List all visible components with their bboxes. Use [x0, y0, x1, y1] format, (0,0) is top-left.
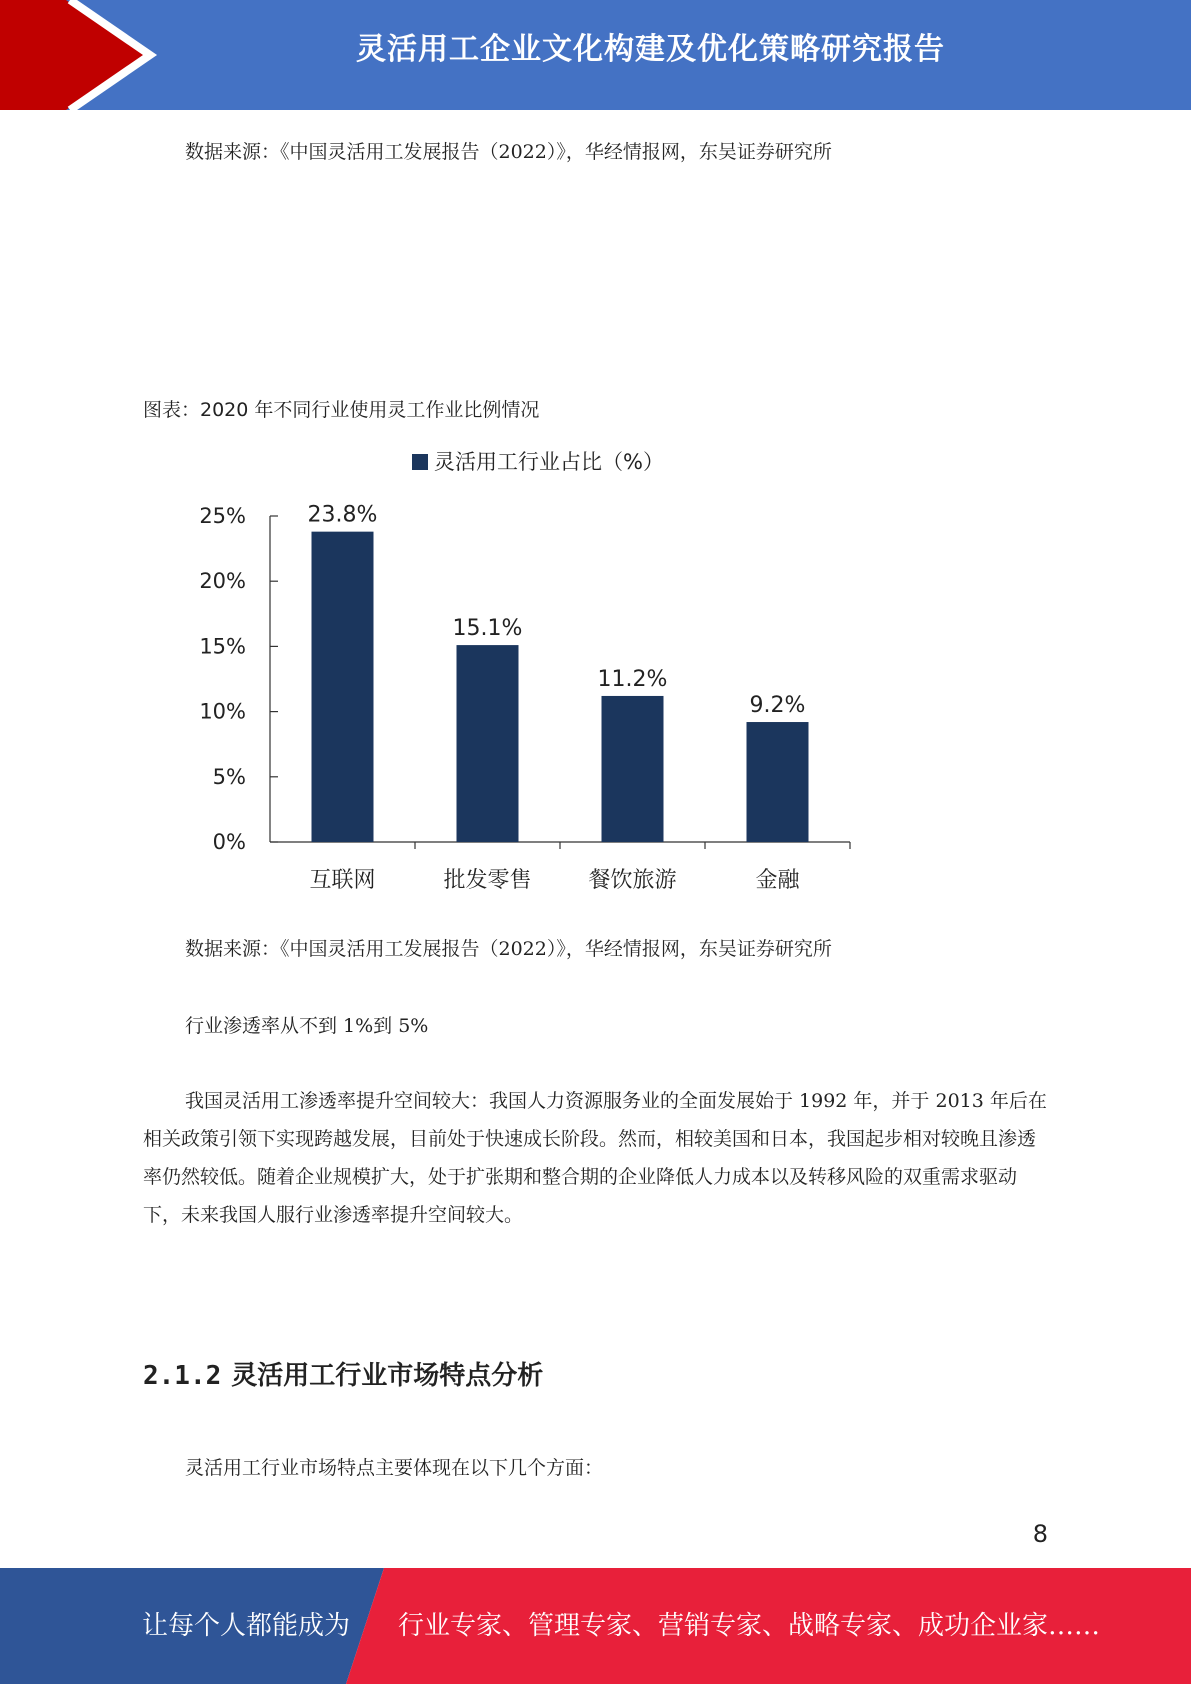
category-label: 金融 — [755, 868, 800, 893]
y-tick-label: 10% — [199, 699, 246, 724]
legend-label: 灵活用工行业占比（%） — [434, 450, 664, 474]
data-label: 9.2% — [749, 693, 806, 719]
report-header — [0, 0, 1191, 110]
main-paragraph: 我国灵活用工渗透率提升空间较大：我国人力资源服务业的全面发展始于 1992 年，并于 2013 年后在相关政策引领下实现跨越发展，目前处于快速成长阶段。然而，相较美国和日本，我国起步相对较晚且渗透率仍然较低。随着企业规模扩大，处于扩张期和整合期的企业降低人力成本以及转移风险的双重需求驱动下，未来我国人服行业渗透率提升空间较大。 — [143, 1090, 1047, 1226]
bar — [602, 696, 664, 842]
y-tick-label: 0% — [212, 830, 246, 854]
bar — [312, 532, 374, 842]
data-label: 11.2% — [597, 666, 668, 692]
figure-caption: 图表：2020 年不同行业使用灵工作业比例情况 — [143, 399, 540, 421]
penetration-paragraph: 行业渗透率从不到 1%到 5% — [185, 1015, 429, 1037]
report-footer — [0, 1568, 1191, 1684]
category-label: 互联网 — [309, 868, 376, 893]
y-tick-label: 15% — [199, 634, 246, 659]
data-label: 15.1% — [452, 616, 523, 642]
industry-bar-chart — [150, 440, 870, 900]
category-label: 餐饮旅游 — [588, 868, 677, 893]
legend-swatch — [412, 454, 428, 470]
footer-slogan-right: 行业专家、管理专家、营销专家、战略专家、成功企业家…… — [398, 1611, 1101, 1641]
section-title-text: 灵活用工行业市场特点分析 — [231, 1361, 544, 1391]
section-number: 2.1.2 — [143, 1361, 222, 1391]
y-tick-label: 25% — [199, 504, 246, 528]
source-note-top: 数据来源：《中国灵活用工发展报告（2022）》，华经情报网，东吴证券研究所 — [185, 141, 832, 163]
source-note-bottom: 数据来源：《中国灵活用工发展报告（2022）》，华经情报网，东吴证券研究所 — [185, 938, 832, 960]
features-paragraph: 灵活用工行业市场特点主要体现在以下几个方面： — [185, 1457, 604, 1479]
header-chevron-decoration — [0, 0, 160, 110]
category-label: 批发零售 — [443, 868, 532, 893]
data-label: 23.8% — [307, 502, 378, 528]
page-number: 8 — [1032, 1520, 1048, 1548]
bar — [747, 722, 809, 842]
y-tick-label: 20% — [199, 569, 246, 594]
report-title: 灵活用工企业文化构建及优化策略研究报告 — [356, 32, 945, 67]
y-tick-label: 5% — [212, 764, 246, 789]
footer-slogan-left: 让每个人都能成为 — [142, 1611, 351, 1641]
section-heading — [143, 1355, 543, 1392]
bar — [457, 645, 519, 842]
